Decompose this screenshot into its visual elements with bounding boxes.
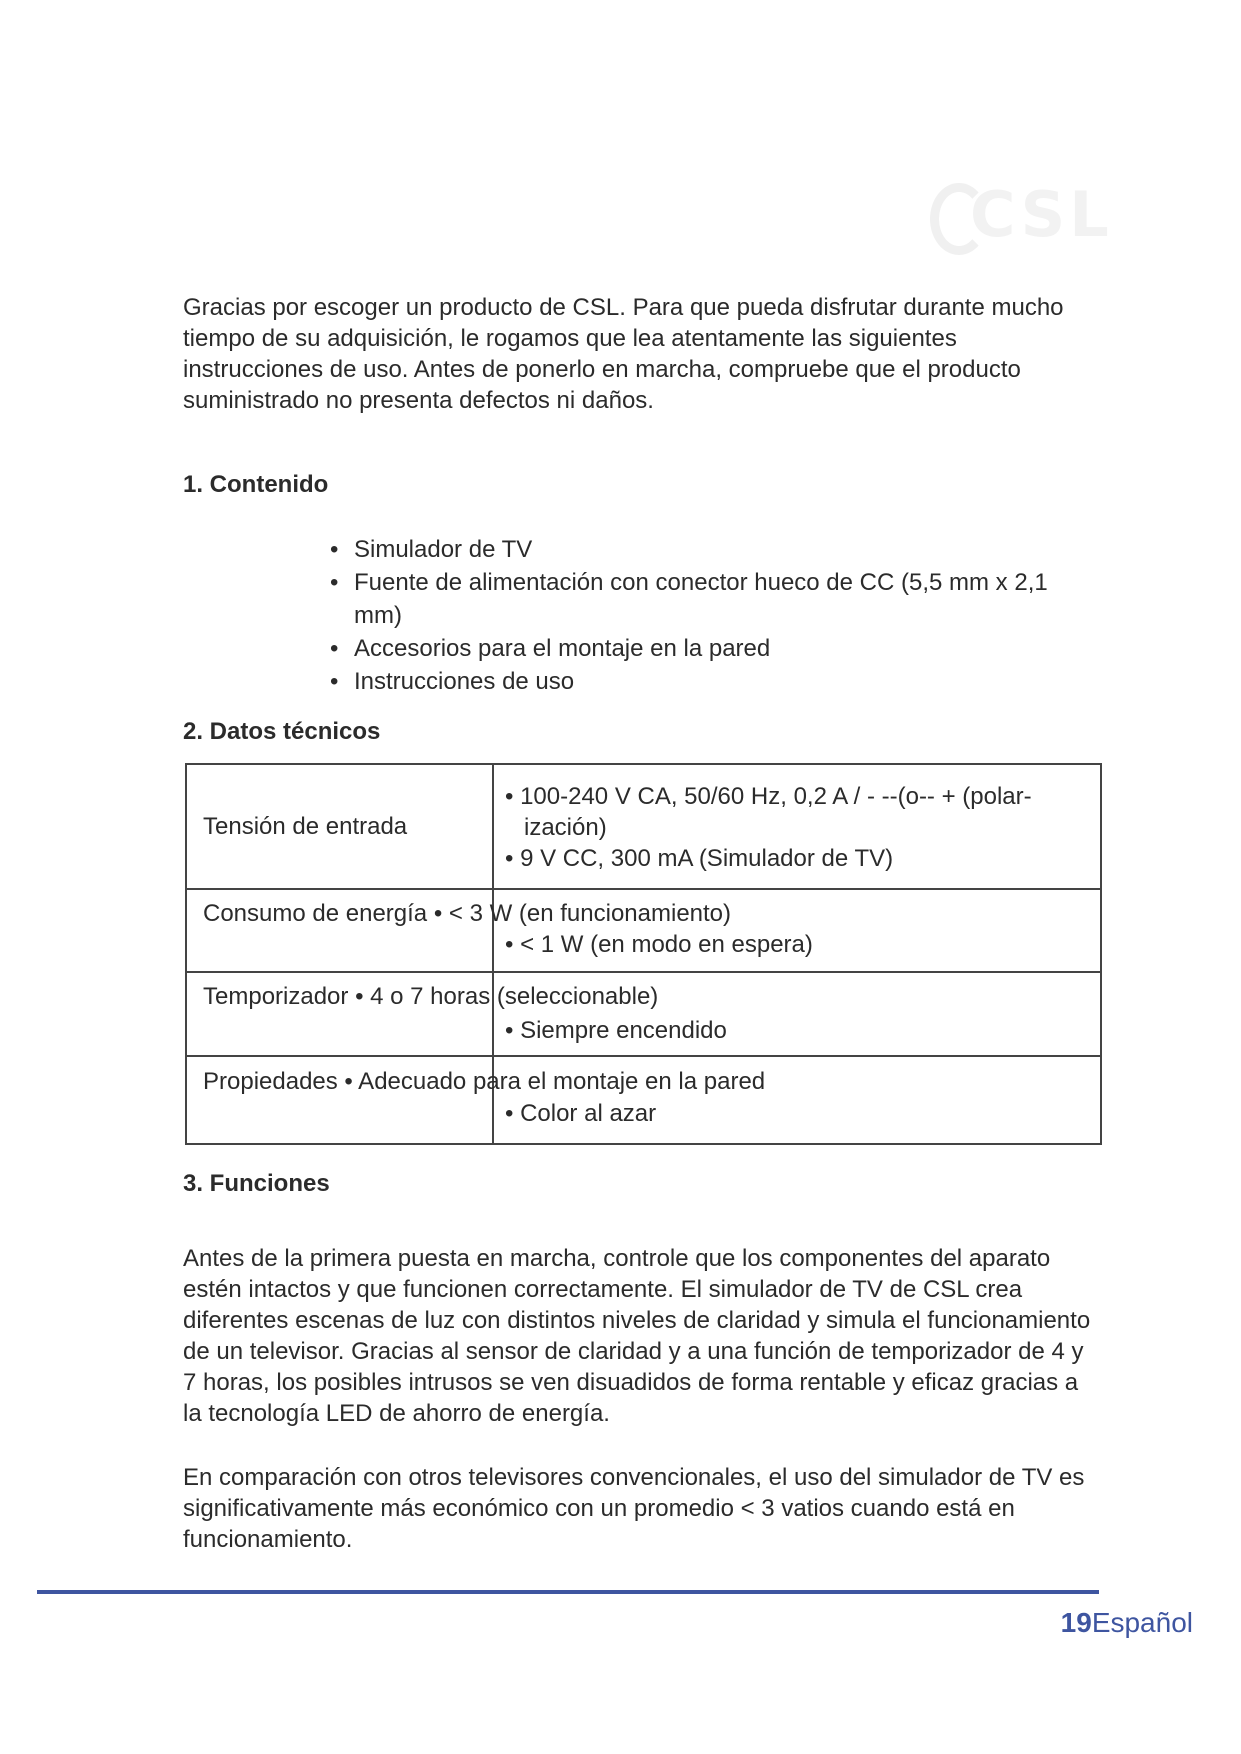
contents-list [330, 533, 1090, 698]
table-cell-value: • Siempre encendido [505, 1017, 727, 1044]
table-cell-label: Propiedades • Adecuado para el montaje en la pared [203, 1068, 766, 1095]
list-item: • Accesorios para el montaje en la pared [330, 632, 1090, 665]
functions-paragraph-1: Antes de la primera puesta en marcha, controle que los componentes del aparato estén intactos y que funcionen correctamente. El simulador de TV de CSL crea diferentes escenas de luz con distintos niveles de claridad y simula el funcionamiento de un televisor. Gracias al sensor de claridad y a una función de temporizador de 4 y 7 horas, los posibles intrusos se ven disuadidos de forma rentable y eficaz gracias a la tecnología LED de ahorro de energía. [183, 1245, 1091, 1427]
section-3-heading: 3. Funciones [183, 1170, 330, 1197]
page-number [1061, 1607, 1193, 1639]
page-language: Español [1091, 1607, 1193, 1638]
table-cell-value: ización) [524, 814, 607, 841]
list-item: • Instrucciones de uso [330, 665, 1090, 698]
section-1-heading: 1. Contenido [183, 471, 329, 498]
tech-data-table [185, 763, 1102, 1145]
table-row-divider [187, 888, 1100, 890]
functions-paragraph-2: En comparación con otros televisores convencionales, el uso del simulador de TV es significativamente más económico con un promedio < 3 vatios cuando está en funcionamiento. [183, 1464, 1085, 1553]
intro-paragraph: Gracias por escoger un producto de CSL. Para que pueda disfrutar durante mucho tiempo de su adquisición, le rogamos que lea atentamente las siguientes instrucciones de uso. Antes de ponerlo en marcha, compruebe que el producto suministrado no presenta defectos ni daños. [183, 294, 1064, 414]
footer-divider [37, 1590, 1099, 1594]
csl-logo-watermark [930, 178, 1113, 255]
table-cell-value: • < 1 W (en modo en espera) [505, 931, 813, 958]
table-cell-value: • 100-240 V CA, 50/60 Hz, 0,2 A / - --(o-- + (polar- [505, 783, 1032, 810]
section-2-heading: 2. Datos técnicos [183, 718, 381, 745]
table-row-divider [187, 1055, 1100, 1057]
table-cell-value: • Color al azar [505, 1100, 657, 1127]
table-cell-label: Tensión de entrada [203, 813, 408, 840]
list-item: • Simulador de TV [330, 533, 1090, 566]
page-number-value: 19 [1060, 1607, 1092, 1638]
table-cell-label: Temporizador • 4 o 7 horas (seleccionable) [203, 983, 659, 1010]
table-row-divider [187, 971, 1100, 973]
logo-text: CSL [970, 178, 1113, 251]
table-cell-label: Consumo de energía • < 3 W (en funcionamiento) [203, 900, 732, 927]
table-cell-value: • 9 V CC, 300 mA (Simulador de TV) [505, 845, 894, 872]
list-item: • Fuente de alimentación con conector hueco de CC (5,5 mm x 2,1 mm) [330, 566, 1090, 632]
